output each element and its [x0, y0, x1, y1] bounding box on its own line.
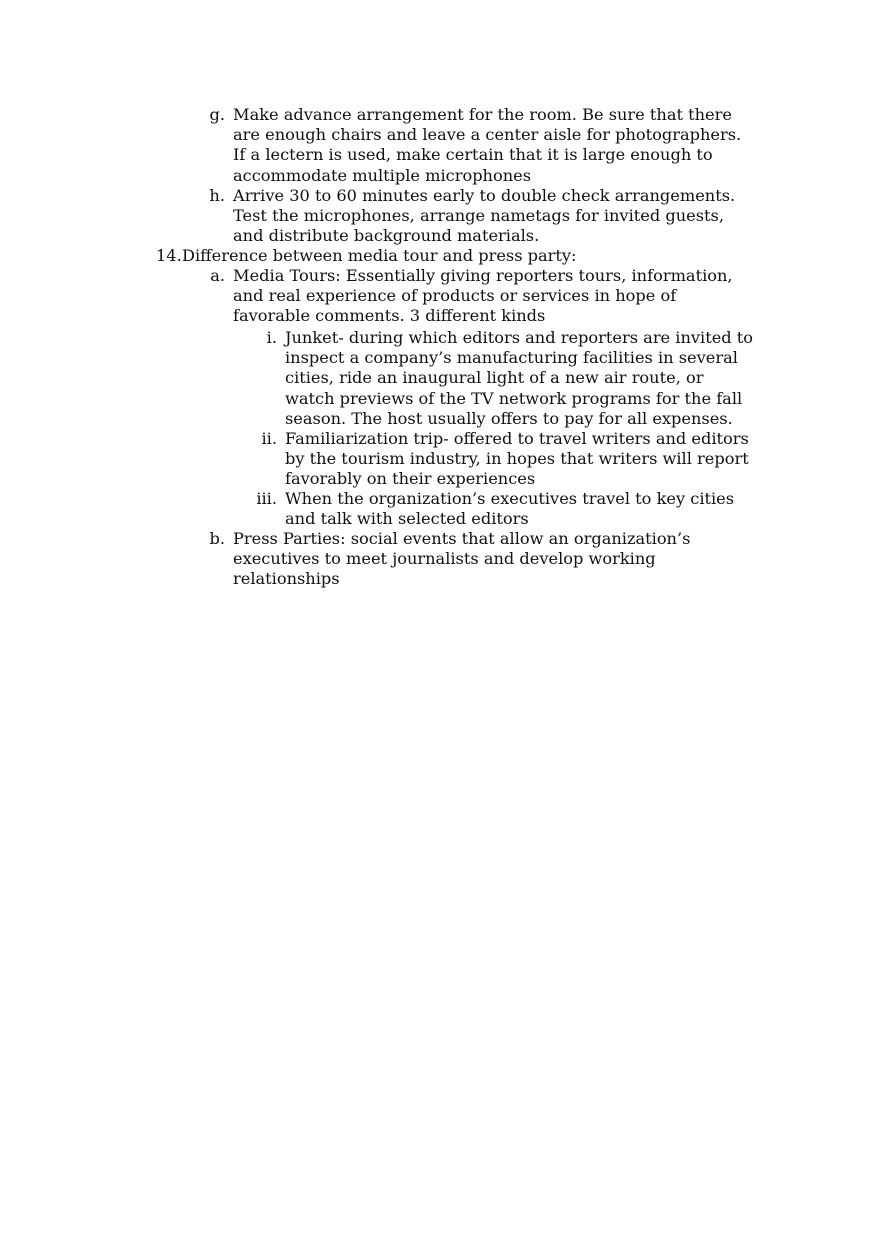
- list-item-14: [156, 246, 756, 266]
- list-item-14b: [200, 529, 756, 590]
- list-marker: ii.: [261, 429, 277, 448]
- list-item-text: Junket- during which editors and reporters are invited to inspect a company’s manufacturing facilities in several cities, ride an inaugural light of a new air route, or watch previews of the TV network programs for the fall season. The host usually offers to pay for all expenses.: [285, 328, 754, 428]
- list-item-g: [200, 105, 756, 186]
- list-item-text: Difference between media tour and press party:: [182, 246, 577, 265]
- list-item-text: Arrive 30 to 60 minutes early to double check arrangements. Test the microphones, arrange nametags for invited guests, and distribute background materials.: [233, 186, 736, 246]
- list-marker: a.: [210, 266, 225, 285]
- list-item-14a: [200, 266, 756, 327]
- list-item-text: Familiarization trip- offered to travel writers and editors by the tourism industry, in hopes that writers will report favorably on their experiences: [285, 429, 749, 489]
- list-item-14a-ii: [246, 429, 758, 490]
- list-marker: 14.: [156, 246, 182, 265]
- list-item-14a-iii: [246, 489, 758, 529]
- list-marker: g.: [209, 105, 225, 124]
- list-item-h: [200, 186, 756, 247]
- list-item-text: Press Parties: social events that allow an organization’s executives to meet journalists and develop working relationships: [233, 529, 691, 589]
- list-marker: iii.: [256, 489, 277, 508]
- list-item-text: Media Tours: Essentially giving reporters tours, information, and real experience of products or services in hope of favorable comments. 3 different kinds: [233, 266, 733, 326]
- list-marker: i.: [266, 328, 277, 347]
- list-item-text: When the organization’s executives travel to key cities and talk with selected editors: [285, 489, 735, 529]
- list-marker: b.: [209, 529, 225, 548]
- list-item-text: Make advance arrangement for the room. Be sure that there are enough chairs and leave a center aisle for photographers. If a lectern is used, make certain that it is large enough to accommodate multiple microphones: [233, 105, 742, 185]
- list-marker: h.: [209, 186, 225, 205]
- list-item-14a-i: [246, 328, 758, 429]
